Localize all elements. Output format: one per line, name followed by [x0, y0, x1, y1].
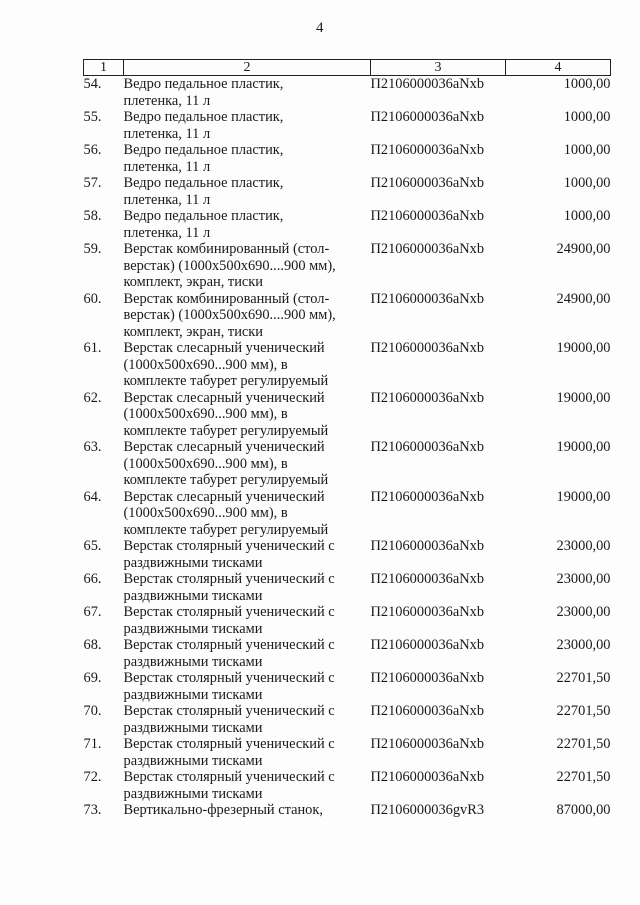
row-number: 70. [83, 703, 102, 719]
column-header-number: 1 [84, 60, 124, 76]
item-code: П2106000036aNxb [370, 439, 485, 455]
item-name: Верстак столярный ученический с раздвижными тисками [123, 736, 335, 769]
item-price: 1000,00 [563, 208, 611, 224]
row-number: 56. [83, 142, 102, 158]
row-number: 58. [83, 208, 102, 224]
inventory-table [83, 59, 611, 819]
item-price: 19000,00 [556, 488, 611, 505]
row-number: 64. [83, 488, 102, 505]
item-code: П2106000036aNxb [370, 538, 485, 554]
item-name: Верстак столярный ученический с раздвижными тисками [123, 703, 335, 736]
item-code: П2106000036aNxb [370, 488, 485, 505]
item-price: 87000,00 [556, 802, 611, 818]
row-number: 61. [83, 340, 102, 356]
row-number: 63. [83, 439, 102, 455]
item-name: Верстак слесарный ученический (1000x500x690...900 мм), в комплекте табурет регулируемый [123, 439, 329, 488]
item-code: П2106000036aNxb [370, 604, 485, 620]
table-row [84, 439, 611, 489]
row-number: 62. [83, 389, 102, 406]
item-price: 1000,00 [563, 142, 611, 158]
item-code: П2106000036aNxb [370, 290, 485, 307]
item-name: Ведро педальное пластик, плетенка, 11 л [123, 208, 284, 241]
item-price: 22701,50 [556, 670, 611, 686]
item-name: Верстак столярный ученический с раздвижными тисками [123, 538, 335, 571]
table-row [84, 670, 611, 703]
item-price: 1000,00 [563, 109, 611, 125]
item-code: П2106000036aNxb [370, 769, 485, 785]
row-number: 69. [83, 670, 102, 686]
table-row [84, 489, 611, 539]
item-price: 23000,00 [556, 538, 611, 554]
item-name: Верстак столярный ученический с раздвижными тисками [123, 604, 335, 637]
row-number: 59. [83, 241, 102, 257]
table-row [84, 802, 611, 819]
item-price: 22701,50 [556, 769, 611, 785]
item-code: П2106000036aNxb [370, 208, 485, 224]
item-name: Верстак столярный ученический с раздвижными тисками [123, 670, 335, 703]
table-row [84, 291, 611, 341]
table-row [84, 736, 611, 769]
item-price: 24900,00 [556, 241, 611, 257]
item-code: П2106000036aNxb [370, 736, 485, 752]
item-name: Верстак слесарный ученический (1000x500x690...900 мм), в комплекте табурет регулируемый [123, 488, 329, 538]
item-name: Верстак слесарный ученический (1000x500x690...900 мм), в комплекте табурет регулируемый [123, 340, 329, 389]
table-row [84, 538, 611, 571]
row-number: 67. [83, 604, 102, 620]
item-name: Верстак столярный ученический с раздвижными тисками [123, 637, 335, 670]
table-header-row [84, 60, 611, 76]
table-row [84, 390, 611, 440]
item-name: Ведро педальное пластик, плетенка, 11 л [123, 142, 284, 175]
row-number: 71. [83, 736, 102, 752]
item-name: Вертикально-фрезерный станок, [123, 802, 323, 818]
row-number: 65. [83, 538, 102, 554]
row-number: 68. [83, 637, 102, 653]
item-code: П2106000036aNxb [370, 76, 485, 92]
column-header-price: 4 [506, 60, 611, 76]
item-price: 22701,50 [556, 736, 611, 752]
table-row [84, 604, 611, 637]
table-row [84, 637, 611, 670]
item-price: 23000,00 [556, 637, 611, 653]
item-name: Ведро педальное пластик, плетенка, 11 л [123, 76, 284, 109]
item-price: 19000,00 [556, 439, 611, 455]
column-header-name: 2 [124, 60, 371, 76]
item-price: 22701,50 [556, 703, 611, 719]
item-code: П2106000036aNxb [370, 175, 485, 191]
item-name: Верстак столярный ученический с раздвижными тисками [123, 571, 335, 604]
item-name: Ведро педальное пластик, плетенка, 11 л [123, 175, 284, 208]
row-number: 55. [83, 109, 102, 125]
row-number: 54. [83, 76, 102, 92]
item-price: 1000,00 [563, 175, 611, 191]
item-name: Ведро педальное пластик, плетенка, 11 л [123, 109, 284, 142]
item-code: П2106000036aNxb [370, 109, 485, 125]
page-number: 4 [316, 20, 324, 36]
item-price: 23000,00 [556, 571, 611, 587]
item-code: П2106000036gvR3 [370, 802, 485, 818]
item-price: 1000,00 [563, 76, 611, 92]
table-row [84, 571, 611, 604]
item-code: П2106000036aNxb [370, 670, 485, 686]
row-number: 66. [83, 571, 102, 587]
table-row [84, 340, 611, 390]
table-row [84, 175, 611, 208]
row-number: 72. [83, 769, 102, 785]
item-code: П2106000036aNxb [370, 637, 485, 653]
item-price: 19000,00 [556, 340, 611, 356]
table-row [84, 142, 611, 175]
item-price: 23000,00 [556, 604, 611, 620]
table-row [84, 703, 611, 736]
column-header-code: 3 [371, 60, 506, 76]
row-number: 60. [83, 290, 102, 307]
item-code: П2106000036aNxb [370, 142, 485, 158]
item-price: 19000,00 [556, 389, 611, 406]
table-row [84, 769, 611, 802]
table-row [84, 76, 611, 110]
table-body [84, 76, 611, 819]
item-code: П2106000036aNxb [370, 389, 485, 406]
item-code: П2106000036aNxb [370, 340, 485, 356]
item-name: Верстак комбинированный (стол- верстак) (1000x500x690....900 мм), комплект, экран, тиски [123, 241, 336, 290]
item-code: П2106000036aNxb [370, 571, 485, 587]
row-number: 73. [83, 802, 102, 818]
item-name: Верстак комбинированный (стол- верстак) (1000x500x690....900 мм), комплект, экран, тиски [123, 290, 336, 340]
table-row [84, 208, 611, 241]
item-code: П2106000036aNxb [370, 703, 485, 719]
item-code: П2106000036aNxb [370, 241, 485, 257]
item-name: Верстак столярный ученический с раздвижными тисками [123, 769, 335, 802]
table-row [84, 109, 611, 142]
table-row [84, 241, 611, 291]
item-price: 24900,00 [556, 290, 611, 307]
item-name: Верстак слесарный ученический (1000x500x690...900 мм), в комплекте табурет регулируемый [123, 389, 329, 439]
row-number: 57. [83, 175, 102, 191]
